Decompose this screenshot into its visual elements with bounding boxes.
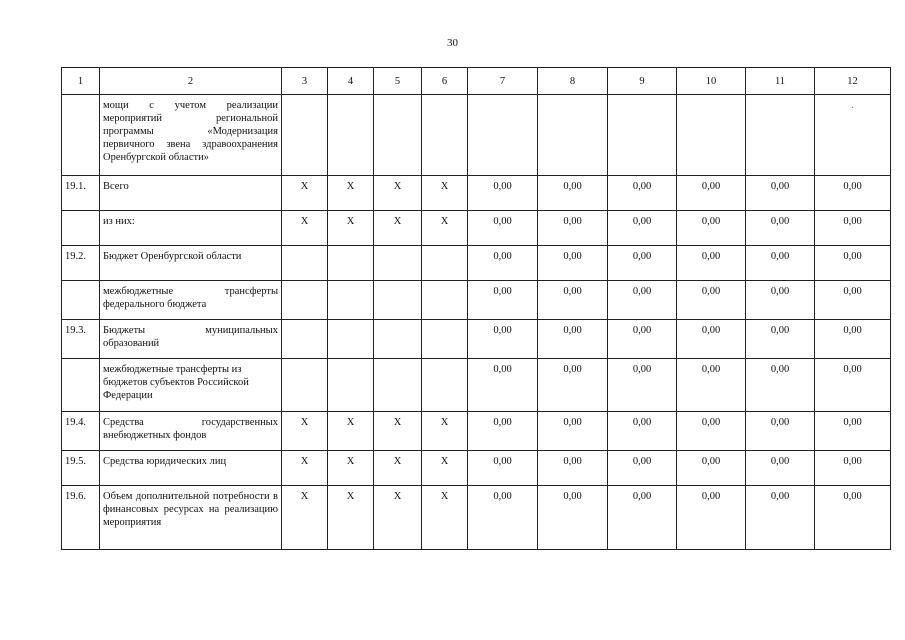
cell-value: 0,00 bbox=[746, 412, 815, 451]
cell-x: X bbox=[422, 412, 468, 451]
cell-value: 0,00 bbox=[677, 281, 746, 320]
cell-x bbox=[282, 281, 328, 320]
column-header: 7 bbox=[468, 68, 538, 95]
row-number: 19.2. bbox=[62, 246, 100, 281]
cell-value: 0,00 bbox=[608, 211, 677, 246]
cell-value: 0,00 bbox=[608, 486, 677, 550]
cell-value: 0,00 bbox=[608, 451, 677, 486]
cell-x: X bbox=[374, 176, 422, 211]
cell-x: X bbox=[422, 211, 468, 246]
table-row bbox=[62, 320, 891, 359]
column-header: 2 bbox=[100, 68, 282, 95]
cell-value: 0,00 bbox=[677, 211, 746, 246]
column-header: 5 bbox=[374, 68, 422, 95]
cell-x bbox=[422, 320, 468, 359]
column-header: 1 bbox=[62, 68, 100, 95]
cell-value: 0,00 bbox=[538, 320, 608, 359]
row-number: 19.6. bbox=[62, 486, 100, 550]
cell-value: 0,00 bbox=[468, 211, 538, 246]
cell-x: X bbox=[374, 211, 422, 246]
cell-x bbox=[374, 359, 422, 412]
row-number bbox=[62, 211, 100, 246]
row-number bbox=[62, 95, 100, 176]
row-number: 19.3. bbox=[62, 320, 100, 359]
column-header: 4 bbox=[328, 68, 374, 95]
cell-x: X bbox=[374, 412, 422, 451]
cell-x bbox=[374, 320, 422, 359]
cell-x bbox=[374, 281, 422, 320]
cell-value: 0,00 bbox=[677, 176, 746, 211]
column-header: 6 bbox=[422, 68, 468, 95]
cell-value: 0,00 bbox=[468, 451, 538, 486]
cell-value: 0,00 bbox=[815, 320, 891, 359]
column-header: 9 bbox=[608, 68, 677, 95]
cell-value: 0,00 bbox=[538, 359, 608, 412]
cell-value: 0,00 bbox=[608, 320, 677, 359]
cell-x: X bbox=[328, 451, 374, 486]
table-row bbox=[62, 486, 891, 550]
cell-x: X bbox=[282, 176, 328, 211]
cell-x: X bbox=[328, 412, 374, 451]
cell-x: X bbox=[422, 451, 468, 486]
cell-value: 0,00 bbox=[538, 176, 608, 211]
cell-value: 0,00 bbox=[746, 320, 815, 359]
cell-value: 0,00 bbox=[815, 176, 891, 211]
column-header: 11 bbox=[746, 68, 815, 95]
column-header: 12 bbox=[815, 68, 891, 95]
cell-value: 0,00 bbox=[746, 451, 815, 486]
row-number bbox=[62, 359, 100, 412]
cell-value: 0,00 bbox=[815, 412, 891, 451]
cell-x: X bbox=[422, 486, 468, 550]
cell-value: 0,00 bbox=[746, 281, 815, 320]
cell-value: 0,00 bbox=[538, 246, 608, 281]
cell-value: 0,00 bbox=[815, 246, 891, 281]
cell-value: 0,00 bbox=[468, 320, 538, 359]
cell-value: 0,00 bbox=[815, 281, 891, 320]
page-number: 30 bbox=[447, 37, 458, 49]
row-number bbox=[62, 281, 100, 320]
cell-value: 0,00 bbox=[608, 359, 677, 412]
header-row bbox=[62, 68, 891, 95]
table-row bbox=[62, 412, 891, 451]
scan-mark: . bbox=[815, 95, 891, 176]
cell-value: 0,00 bbox=[815, 451, 891, 486]
cell-value: 0,00 bbox=[677, 246, 746, 281]
cell-value: 0,00 bbox=[468, 359, 538, 412]
cell-value: 0,00 bbox=[815, 359, 891, 412]
cell-x bbox=[282, 246, 328, 281]
row-label: Средства государственных внебюджетных фондов bbox=[100, 412, 282, 451]
column-header: 8 bbox=[538, 68, 608, 95]
table-row bbox=[62, 246, 891, 281]
cell-value: 0,00 bbox=[677, 320, 746, 359]
row-label: межбюджетные трансферты из бюджетов субъектов Российской Федерации bbox=[100, 359, 282, 412]
cell-x: X bbox=[282, 211, 328, 246]
cell-value: 0,00 bbox=[677, 451, 746, 486]
row-number: 19.1. bbox=[62, 176, 100, 211]
table-row bbox=[62, 281, 891, 320]
cell-value: 0,00 bbox=[538, 412, 608, 451]
continuation-row bbox=[62, 95, 891, 176]
cell-x: X bbox=[282, 451, 328, 486]
table-row bbox=[62, 176, 891, 211]
cell-x bbox=[422, 359, 468, 412]
cell-x bbox=[328, 359, 374, 412]
cell-value: 0,00 bbox=[538, 281, 608, 320]
row-number: 19.4. bbox=[62, 412, 100, 451]
continuation-text: мощи с учетом реализации мероприятий региональной программы «Модернизация первичного звена здравоохранения Оренбургской области» bbox=[100, 95, 282, 176]
cell-x: X bbox=[328, 211, 374, 246]
table-row bbox=[62, 211, 891, 246]
cell-value: 0,00 bbox=[746, 176, 815, 211]
table-row bbox=[62, 359, 891, 412]
cell-value: 0,00 bbox=[468, 176, 538, 211]
cell-value: 0,00 bbox=[815, 486, 891, 550]
cell-x: X bbox=[374, 451, 422, 486]
cell-value: 0,00 bbox=[538, 451, 608, 486]
row-label: Объем дополнительной потребности в финансовых ресурсах на реализацию мероприятия bbox=[100, 486, 282, 550]
cell-value: 0,00 bbox=[677, 359, 746, 412]
cell-value: 0,00 bbox=[608, 281, 677, 320]
cell-x: X bbox=[328, 176, 374, 211]
cell-value: 0,00 bbox=[608, 246, 677, 281]
row-number: 19.5. bbox=[62, 451, 100, 486]
row-label: Бюджеты муниципальных образований bbox=[100, 320, 282, 359]
row-label: из них: bbox=[100, 211, 282, 246]
row-label: Средства юридических лиц bbox=[100, 451, 282, 486]
cell-value: 0,00 bbox=[468, 412, 538, 451]
cell-value: 0,00 bbox=[677, 412, 746, 451]
cell-x: X bbox=[282, 412, 328, 451]
cell-value: 0,00 bbox=[468, 281, 538, 320]
cell-value: 0,00 bbox=[746, 486, 815, 550]
cell-value: 0,00 bbox=[746, 211, 815, 246]
cell-value: 0,00 bbox=[538, 486, 608, 550]
cell-value: 0,00 bbox=[538, 211, 608, 246]
cell-x bbox=[422, 246, 468, 281]
cell-value: 0,00 bbox=[468, 486, 538, 550]
cell-value: 0,00 bbox=[746, 246, 815, 281]
row-label: межбюджетные трансферты федерального бюджета bbox=[100, 281, 282, 320]
cell-value: 0,00 bbox=[468, 246, 538, 281]
row-label: Бюджет Оренбургской области bbox=[100, 246, 282, 281]
cell-value: 0,00 bbox=[746, 359, 815, 412]
cell-x: X bbox=[374, 486, 422, 550]
cell-x: X bbox=[422, 176, 468, 211]
column-header: 10 bbox=[677, 68, 746, 95]
row-label: Всего bbox=[100, 176, 282, 211]
cell-x bbox=[282, 359, 328, 412]
table-row bbox=[62, 451, 891, 486]
cell-x bbox=[374, 246, 422, 281]
cell-value: 0,00 bbox=[677, 486, 746, 550]
funding-table bbox=[61, 67, 891, 550]
cell-value: 0,00 bbox=[608, 176, 677, 211]
cell-value: 0,00 bbox=[608, 412, 677, 451]
cell-x bbox=[328, 246, 374, 281]
cell-x bbox=[282, 320, 328, 359]
cell-x: X bbox=[282, 486, 328, 550]
column-header: 3 bbox=[282, 68, 328, 95]
cell-x bbox=[328, 281, 374, 320]
cell-x: X bbox=[328, 486, 374, 550]
cell-value: 0,00 bbox=[815, 211, 891, 246]
cell-x bbox=[328, 320, 374, 359]
cell-x bbox=[422, 281, 468, 320]
